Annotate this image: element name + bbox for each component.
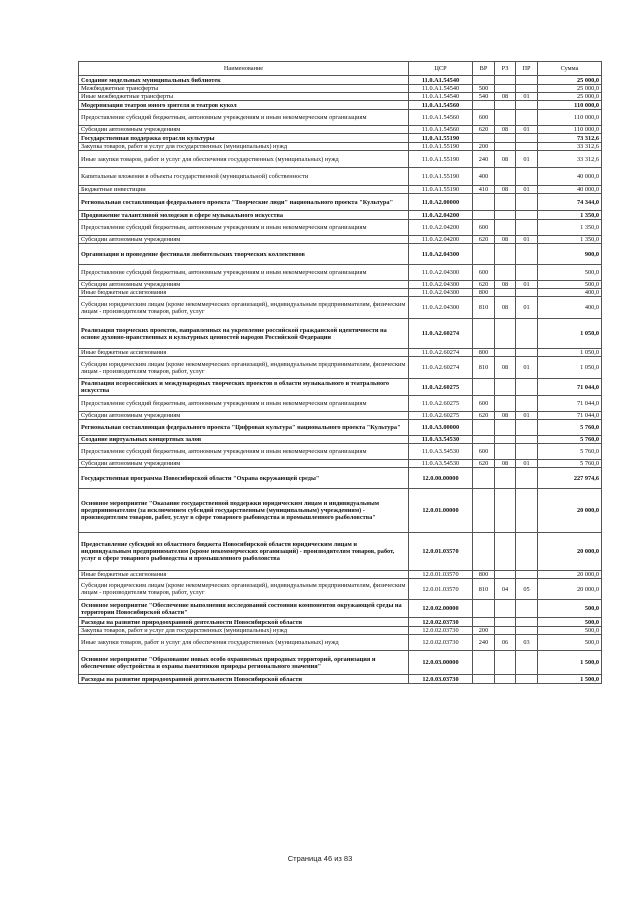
cell-rz <box>495 110 516 126</box>
cell-name: Иные бюджетные ассигнования <box>79 349 409 357</box>
cell-pr <box>516 571 538 579</box>
cell-pr <box>516 600 538 618</box>
cell-sum: 33 312,6 <box>538 151 602 168</box>
cell-pr <box>516 618 538 627</box>
cell-csr: 11.0.A2.04200 <box>409 211 473 220</box>
cell-vr: 200 <box>473 143 495 151</box>
table-row <box>79 600 602 618</box>
cell-pr: 01 <box>516 357 538 379</box>
cell-sum: 5 760,0 <box>538 420 602 436</box>
cell-sum: 110 000,0 <box>538 126 602 134</box>
cell-vr <box>473 76 495 85</box>
cell-csr: 11.0.A1.54560 <box>409 126 473 134</box>
cell-vr: 240 <box>473 151 495 168</box>
cell-rz <box>495 420 516 436</box>
cell-pr: 01 <box>516 186 538 194</box>
table-row <box>79 236 602 244</box>
cell-vr: 600 <box>473 444 495 460</box>
cell-name: Закупка товаров, работ и услуг для государственных (муниципальных) нужд <box>79 627 409 635</box>
cell-vr: 810 <box>473 357 495 379</box>
cell-name: Предоставление субсидий бюджетным, автономным учреждениям и иным некоммерческим организациям <box>79 396 409 412</box>
cell-name: Основное мероприятие "Обеспечение выполнения исследований состояния компонентов окружающей среды на территории Новосибирской области" <box>79 600 409 618</box>
cell-sum: 25 000,0 <box>538 85 602 93</box>
cell-rz <box>495 143 516 151</box>
cell-pr: 05 <box>516 579 538 600</box>
cell-rz <box>495 220 516 236</box>
cell-sum: 500,0 <box>538 600 602 618</box>
cell-pr <box>516 349 538 357</box>
cell-csr: 11.0.A2.60274 <box>409 319 473 349</box>
cell-pr: 01 <box>516 412 538 420</box>
cell-csr: 11.0.A1.54560 <box>409 110 473 126</box>
cell-csr: 11.0.A2.60275 <box>409 396 473 412</box>
page-number: Страница 46 из 83 <box>287 854 353 863</box>
cell-vr: 540 <box>473 93 495 101</box>
cell-rz <box>495 618 516 627</box>
cell-rz: 08 <box>495 281 516 289</box>
cell-sum: 400,0 <box>538 297 602 319</box>
cell-pr: 01 <box>516 460 538 468</box>
cell-vr: 800 <box>473 289 495 297</box>
table-header-row <box>79 62 602 76</box>
header-rz: РЗ <box>495 62 516 76</box>
cell-name: Предоставление субсидий бюджетным, автономным учреждениям и иным некоммерческим организациям <box>79 265 409 281</box>
cell-vr <box>473 675 495 684</box>
cell-pr: 01 <box>516 281 538 289</box>
table-row <box>79 349 602 357</box>
cell-csr: 11.0.A1.55190 <box>409 134 473 143</box>
cell-rz <box>495 468 516 489</box>
cell-name: Создание виртуальных концертных залов <box>79 436 409 444</box>
cell-csr: 11.0.A2.04200 <box>409 220 473 236</box>
table-row <box>79 289 602 297</box>
table-row <box>79 468 602 489</box>
cell-vr: 600 <box>473 265 495 281</box>
cell-vr: 200 <box>473 627 495 635</box>
cell-rz: 08 <box>495 357 516 379</box>
cell-sum: 900,0 <box>538 244 602 265</box>
cell-rz: 08 <box>495 236 516 244</box>
table-row <box>79 211 602 220</box>
cell-rz <box>495 76 516 85</box>
cell-vr <box>473 436 495 444</box>
cell-name: Продвижение талантливой молодежи в сфере музыкального искусства <box>79 211 409 220</box>
cell-csr: 11.0.A1.54560 <box>409 101 473 110</box>
cell-csr: 11.0.A1.54540 <box>409 76 473 85</box>
cell-sum: 1 050,0 <box>538 357 602 379</box>
cell-name: Предоставление субсидий бюджетным, автономным учреждениям и иным некоммерческим организациям <box>79 110 409 126</box>
cell-vr <box>473 600 495 618</box>
cell-pr <box>516 533 538 571</box>
table-row <box>79 319 602 349</box>
table-row <box>79 101 602 110</box>
cell-name: Субсидии юридическим лицам (кроме некоммерческих организаций), индивидуальным предпринимателям, физическим лицам - производителям товаров, работ, услуг <box>79 357 409 379</box>
cell-vr: 620 <box>473 236 495 244</box>
cell-rz: 08 <box>495 126 516 134</box>
cell-sum: 1 350,0 <box>538 236 602 244</box>
cell-rz: 08 <box>495 151 516 168</box>
cell-rz <box>495 396 516 412</box>
cell-vr: 620 <box>473 281 495 289</box>
cell-name: Субсидии юридическим лицам (кроме некоммерческих организаций), индивидуальным предпринимателям, физическим лицам - производителям товаров, работ, услуг <box>79 579 409 600</box>
cell-pr <box>516 379 538 396</box>
cell-pr <box>516 101 538 110</box>
cell-rz <box>495 194 516 211</box>
header-vr: ВР <box>473 62 495 76</box>
cell-csr: 11.0.A2.60274 <box>409 349 473 357</box>
cell-pr <box>516 468 538 489</box>
cell-rz <box>495 349 516 357</box>
table-row <box>79 460 602 468</box>
cell-sum: 1 350,0 <box>538 211 602 220</box>
cell-sum: 20 000,0 <box>538 571 602 579</box>
cell-sum: 20 000,0 <box>538 579 602 600</box>
header-name: Наименование <box>79 62 409 76</box>
cell-sum: 400,0 <box>538 289 602 297</box>
cell-csr: 11.0.A2.60274 <box>409 357 473 379</box>
cell-sum: 500,0 <box>538 281 602 289</box>
cell-vr: 400 <box>473 168 495 186</box>
header-csr: ЦСР <box>409 62 473 76</box>
cell-rz <box>495 489 516 533</box>
cell-sum: 1 500,0 <box>538 675 602 684</box>
cell-rz <box>495 627 516 635</box>
budget-table-sheet <box>78 61 601 684</box>
cell-vr <box>473 489 495 533</box>
cell-rz <box>495 571 516 579</box>
cell-name: Региональная составляющая федерального проекта "Творческие люди" национального проекта "Культура" <box>79 194 409 211</box>
cell-vr: 600 <box>473 220 495 236</box>
cell-vr <box>473 420 495 436</box>
cell-csr: 12.0.02.03730 <box>409 635 473 651</box>
cell-sum: 71 044,0 <box>538 396 602 412</box>
cell-name: Региональная составляющая федерального проекта "Цифровая культура" национального проекта "Культура" <box>79 420 409 436</box>
header-sum: Сумма <box>538 62 602 76</box>
cell-rz <box>495 134 516 143</box>
cell-sum: 500,0 <box>538 635 602 651</box>
cell-pr <box>516 168 538 186</box>
cell-rz <box>495 101 516 110</box>
cell-sum: 227 974,6 <box>538 468 602 489</box>
cell-sum: 20 000,0 <box>538 489 602 533</box>
cell-rz <box>495 289 516 297</box>
cell-vr: 810 <box>473 297 495 319</box>
cell-pr <box>516 143 538 151</box>
cell-csr: 12.0.01.03570 <box>409 533 473 571</box>
cell-rz: 08 <box>495 186 516 194</box>
cell-rz <box>495 675 516 684</box>
cell-csr: 12.0.02.03730 <box>409 627 473 635</box>
table-row <box>79 85 602 93</box>
table-row <box>79 244 602 265</box>
cell-name: Субсидии автономным учреждениям <box>79 236 409 244</box>
cell-csr: 11.0.A2.00000 <box>409 194 473 211</box>
cell-sum: 74 344,0 <box>538 194 602 211</box>
cell-rz <box>495 265 516 281</box>
budget-table <box>78 61 602 684</box>
table-row <box>79 651 602 675</box>
cell-name: Иные межбюджетные трансферты <box>79 93 409 101</box>
cell-vr: 810 <box>473 579 495 600</box>
cell-csr: 12.0.02.00000 <box>409 600 473 618</box>
table-row <box>79 265 602 281</box>
cell-csr: 12.0.01.03570 <box>409 579 473 600</box>
cell-csr: 11.0.A2.60275 <box>409 412 473 420</box>
cell-vr: 600 <box>473 396 495 412</box>
cell-csr: 11.0.A1.54540 <box>409 85 473 93</box>
cell-name: Закупка товаров, работ и услуг для государственных (муниципальных) нужд <box>79 143 409 151</box>
cell-csr: 12.0.00.00000 <box>409 468 473 489</box>
cell-csr: 12.0.02.03730 <box>409 618 473 627</box>
cell-sum: 5 760,0 <box>538 460 602 468</box>
cell-pr <box>516 436 538 444</box>
table-row <box>79 220 602 236</box>
cell-sum: 110 000,0 <box>538 101 602 110</box>
cell-name: Иные закупки товаров, работ и услуг для обеспечения государственных (муниципальных) нужд <box>79 635 409 651</box>
cell-csr: 12.0.01.03570 <box>409 571 473 579</box>
cell-rz: 06 <box>495 635 516 651</box>
table-row <box>79 436 602 444</box>
cell-rz <box>495 244 516 265</box>
cell-sum: 500,0 <box>538 265 602 281</box>
table-row <box>79 379 602 396</box>
cell-pr <box>516 76 538 85</box>
table-row <box>79 412 602 420</box>
cell-name: Государственная программа Новосибирской области "Охрана окружающей среды" <box>79 468 409 489</box>
cell-name: Предоставление субсидий бюджетным, автономным учреждениям и иным некоммерческим организациям <box>79 444 409 460</box>
table-row <box>79 134 602 143</box>
cell-pr <box>516 627 538 635</box>
cell-sum: 1 350,0 <box>538 220 602 236</box>
table-row <box>79 126 602 134</box>
cell-rz <box>495 651 516 675</box>
cell-vr: 600 <box>473 110 495 126</box>
cell-sum: 40 000,0 <box>538 168 602 186</box>
cell-csr: 12.0.03.03730 <box>409 675 473 684</box>
cell-rz: 04 <box>495 579 516 600</box>
cell-vr: 620 <box>473 460 495 468</box>
table-body <box>79 76 602 684</box>
table-row <box>79 618 602 627</box>
cell-rz: 08 <box>495 412 516 420</box>
cell-vr <box>473 211 495 220</box>
cell-name: Расходы на развитие природоохранной деятельности Новосибирской области <box>79 618 409 627</box>
cell-name: Реализация творческих проектов, направленных на укрепление российской гражданской идентичности на основе духовно-нравственных и культурных ценностей народов Российской Федерации <box>79 319 409 349</box>
cell-pr: 01 <box>516 236 538 244</box>
table-row <box>79 396 602 412</box>
cell-name: Предоставление субсидий бюджетным, автономным учреждениям и иным некоммерческим организациям <box>79 220 409 236</box>
cell-vr <box>473 379 495 396</box>
cell-pr <box>516 194 538 211</box>
cell-rz <box>495 436 516 444</box>
cell-csr: 11.0.A1.55190 <box>409 151 473 168</box>
cell-csr: 11.0.A2.04300 <box>409 297 473 319</box>
cell-vr: 410 <box>473 186 495 194</box>
cell-csr: 11.0.A1.54540 <box>409 93 473 101</box>
cell-csr: 12.0.01.00000 <box>409 489 473 533</box>
table-row <box>79 533 602 571</box>
cell-sum: 500,0 <box>538 627 602 635</box>
table-row <box>79 489 602 533</box>
cell-rz <box>495 85 516 93</box>
cell-name: Иные закупки товаров, работ и услуг для обеспечения государственных (муниципальных) нужд <box>79 151 409 168</box>
cell-name: Субсидии автономным учреждениям <box>79 126 409 134</box>
cell-rz <box>495 444 516 460</box>
cell-rz: 08 <box>495 93 516 101</box>
cell-pr <box>516 220 538 236</box>
cell-name: Капитальные вложения в объекты государственной (муниципальной) собственности <box>79 168 409 186</box>
cell-vr: 620 <box>473 412 495 420</box>
cell-csr: 12.0.03.00000 <box>409 651 473 675</box>
table-row <box>79 143 602 151</box>
cell-csr: 11.0.A3.54530 <box>409 460 473 468</box>
cell-pr <box>516 651 538 675</box>
cell-sum: 20 000,0 <box>538 533 602 571</box>
cell-vr <box>473 468 495 489</box>
table-row <box>79 297 602 319</box>
table-row <box>79 571 602 579</box>
cell-vr <box>473 319 495 349</box>
cell-rz: 08 <box>495 297 516 319</box>
table-row <box>79 168 602 186</box>
table-row <box>79 76 602 85</box>
cell-pr: 01 <box>516 151 538 168</box>
table-row <box>79 627 602 635</box>
cell-pr <box>516 319 538 349</box>
cell-pr <box>516 211 538 220</box>
cell-rz <box>495 379 516 396</box>
cell-vr <box>473 101 495 110</box>
cell-pr <box>516 289 538 297</box>
cell-csr: 11.0.A3.54530 <box>409 436 473 444</box>
cell-pr <box>516 675 538 684</box>
cell-pr <box>516 110 538 126</box>
table-row <box>79 151 602 168</box>
cell-sum: 73 312,6 <box>538 134 602 143</box>
cell-csr: 11.0.A2.04300 <box>409 281 473 289</box>
cell-sum: 1 050,0 <box>538 349 602 357</box>
cell-rz <box>495 211 516 220</box>
table-row <box>79 579 602 600</box>
table-row <box>79 194 602 211</box>
cell-name: Иные бюджетные ассигнования <box>79 571 409 579</box>
cell-sum: 1 500,0 <box>538 651 602 675</box>
cell-vr: 620 <box>473 126 495 134</box>
cell-rz <box>495 600 516 618</box>
cell-pr <box>516 85 538 93</box>
cell-name: Субсидии юридическим лицам (кроме некоммерческих организаций), индивидуальным предпринимателям, физическим лицам - производителям товаров, работ, услуг <box>79 297 409 319</box>
cell-sum: 5 760,0 <box>538 444 602 460</box>
cell-sum: 500,0 <box>538 618 602 627</box>
cell-sum: 110 000,0 <box>538 110 602 126</box>
cell-csr: 11.0.A3.00000 <box>409 420 473 436</box>
cell-name: Основное мероприятие "Оказание государственной поддержки юридическим лицам и индивидуальным предпринимателям (за исключением субсидий государственным (муниципальным) учреждениям) - производителям товаров, работ, услуг в сфере товарного рыбоводства и промышленного рыболовства" <box>79 489 409 533</box>
cell-csr: 11.0.A2.60275 <box>409 379 473 396</box>
cell-csr: 11.0.A2.04300 <box>409 265 473 281</box>
cell-name: Иные бюджетные ассигнования <box>79 289 409 297</box>
cell-rz <box>495 168 516 186</box>
cell-csr: 11.0.A1.55190 <box>409 143 473 151</box>
cell-name: Субсидии автономным учреждениям <box>79 412 409 420</box>
table-row <box>79 281 602 289</box>
cell-rz <box>495 533 516 571</box>
cell-name: Предоставление субсидий из областного бюджета Новосибирской области юридическим лицам и индивидуальным предпринимателям (кроме некоммерческих организаций) - производителям товаров, работ, услуг в сфере товарного рыбоводства и промышленного рыболовства <box>79 533 409 571</box>
table-row <box>79 93 602 101</box>
cell-vr: 500 <box>473 85 495 93</box>
cell-rz <box>495 319 516 349</box>
cell-sum: 1 050,0 <box>538 319 602 349</box>
cell-name: Организация и проведение фестиваля любительских творческих коллективов <box>79 244 409 265</box>
cell-vr <box>473 533 495 571</box>
cell-vr: 240 <box>473 635 495 651</box>
cell-csr: 11.0.A2.04200 <box>409 236 473 244</box>
cell-vr <box>473 244 495 265</box>
cell-pr <box>516 265 538 281</box>
cell-name: Бюджетные инвестиции <box>79 186 409 194</box>
cell-vr <box>473 651 495 675</box>
table-row <box>79 186 602 194</box>
cell-sum: 25 000,0 <box>538 93 602 101</box>
cell-vr <box>473 618 495 627</box>
cell-vr: 800 <box>473 349 495 357</box>
cell-pr: 01 <box>516 126 538 134</box>
cell-csr: 11.0.A3.54530 <box>409 444 473 460</box>
cell-csr: 11.0.A2.04300 <box>409 244 473 265</box>
cell-pr <box>516 420 538 436</box>
cell-csr: 11.0.A1.55190 <box>409 168 473 186</box>
table-row <box>79 420 602 436</box>
cell-pr: 01 <box>516 93 538 101</box>
cell-vr <box>473 194 495 211</box>
cell-pr: 03 <box>516 635 538 651</box>
cell-name: Субсидии автономным учреждениям <box>79 460 409 468</box>
cell-csr: 11.0.A1.55190 <box>409 186 473 194</box>
cell-name: Расходы на развитие природоохранной деятельности Новосибирской области <box>79 675 409 684</box>
cell-name: Основное мероприятие "Образование новых особо охраняемых природных территорий, организация и обеспечение обустройства и охраны памятников природы регионального значения" <box>79 651 409 675</box>
cell-sum: 25 000,0 <box>538 76 602 85</box>
cell-name: Межбюджетные трансферты <box>79 85 409 93</box>
table-row <box>79 675 602 684</box>
cell-rz: 08 <box>495 460 516 468</box>
cell-vr <box>473 134 495 143</box>
cell-csr: 11.0.A2.04300 <box>409 289 473 297</box>
cell-name: Реализация всероссийских и международных творческих проектов в области музыкального и театрального искусства <box>79 379 409 396</box>
table-row <box>79 357 602 379</box>
table-row <box>79 635 602 651</box>
cell-sum: 5 760,0 <box>538 436 602 444</box>
cell-sum: 40 000,0 <box>538 186 602 194</box>
cell-sum: 71 044,0 <box>538 379 602 396</box>
cell-pr <box>516 444 538 460</box>
cell-sum: 71 044,0 <box>538 412 602 420</box>
cell-pr: 01 <box>516 297 538 319</box>
cell-name: Субсидии автономным учреждениям <box>79 281 409 289</box>
cell-pr <box>516 396 538 412</box>
cell-name: Модернизация театров юного зрителя и театров кукол <box>79 101 409 110</box>
cell-pr <box>516 244 538 265</box>
table-row <box>79 444 602 460</box>
table-row <box>79 110 602 126</box>
cell-vr: 800 <box>473 571 495 579</box>
cell-sum: 33 312,6 <box>538 143 602 151</box>
cell-name: Государственная поддержка отрасли культуры <box>79 134 409 143</box>
cell-name: Создание модельных муниципальных библиотек <box>79 76 409 85</box>
cell-pr <box>516 134 538 143</box>
cell-pr <box>516 489 538 533</box>
header-pr: ПР <box>516 62 538 76</box>
